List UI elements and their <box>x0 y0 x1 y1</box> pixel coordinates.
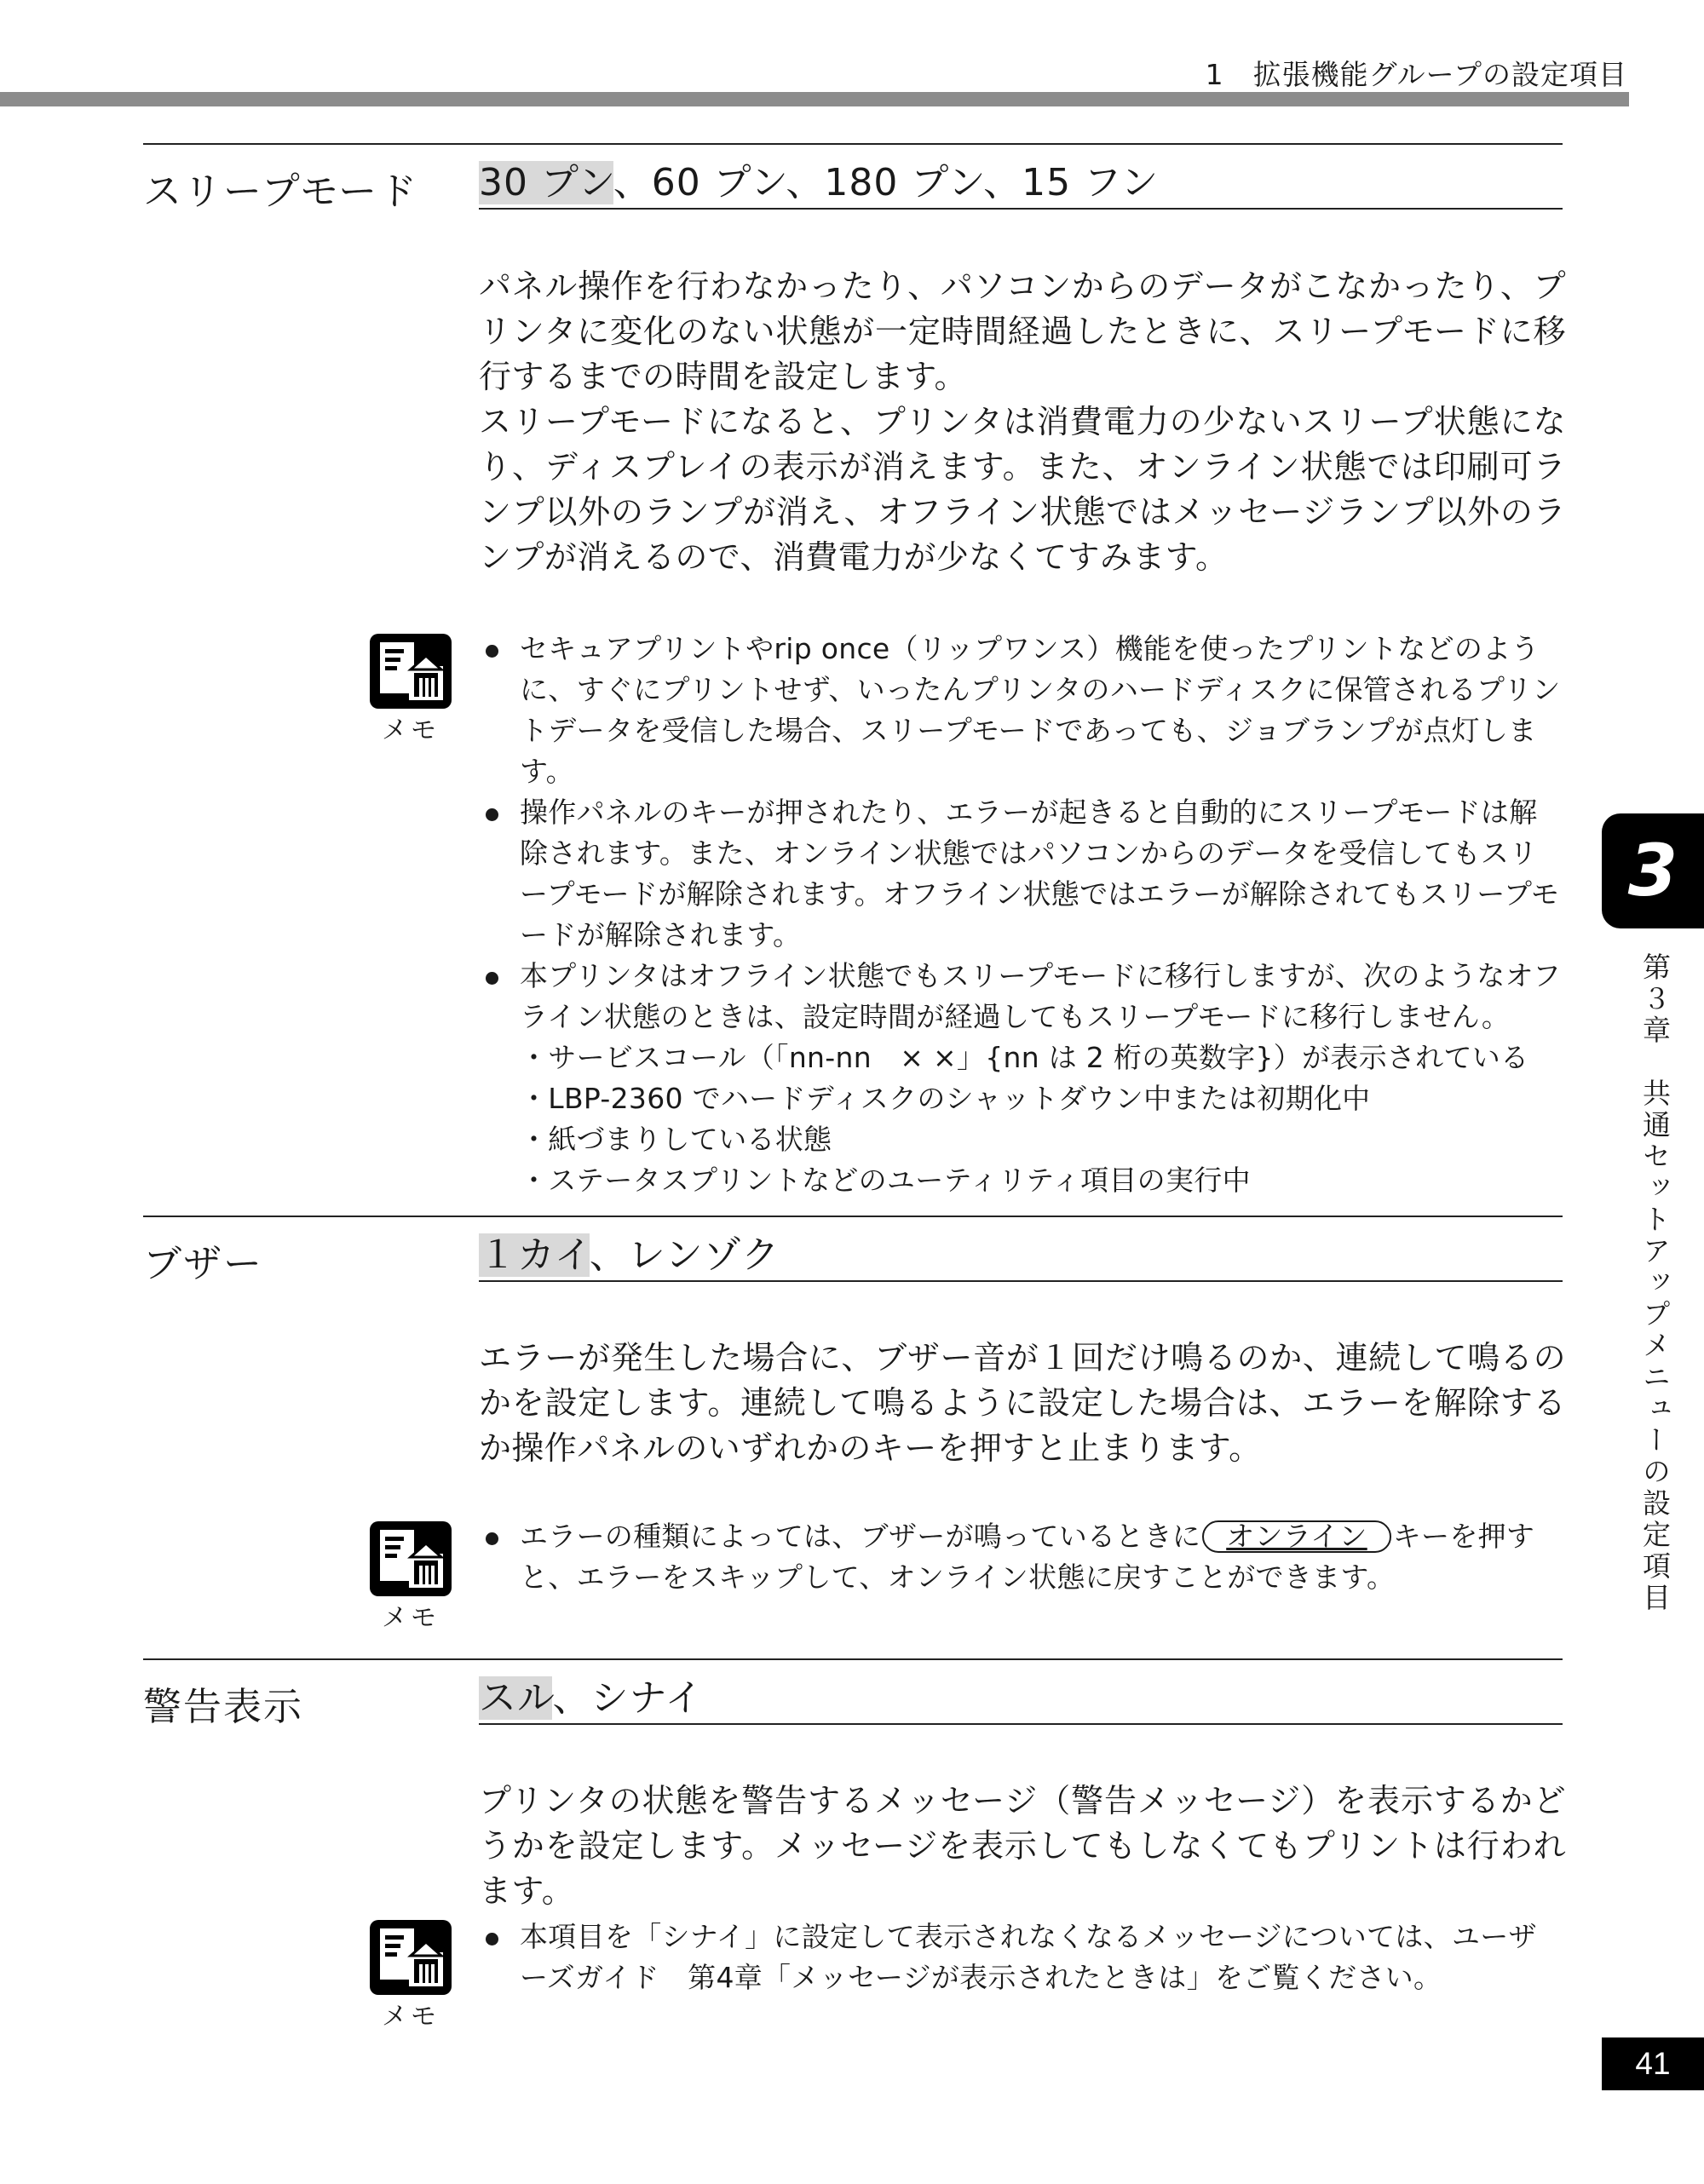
section-description <box>479 1336 1566 1471</box>
options-underline <box>479 1280 1563 1282</box>
memo-icon <box>368 1918 453 2032</box>
note-item <box>479 956 1563 1201</box>
note-text: 操作パネルのキーが押されたり、エラーが起きると自動的にスリープモードは解除されます。また、オンライン状態ではパソコンからのデータを受信してもスリープモードが解除されます。オフライン状態ではエラーが解除されてもスリープモードが解除されます。 <box>520 796 1560 951</box>
memo-icon <box>368 632 453 746</box>
chapter-side-title: 第３章 共通セットアップメニューの設定項目 <box>1638 952 1672 1614</box>
note-subitem: ・紙づまりしている状態 <box>520 1123 832 1156</box>
running-head: 1 拡張機能グループの設定項目 <box>1205 58 1627 91</box>
options-underline <box>479 1723 1563 1725</box>
memo-pencil-icon <box>368 1520 453 1598</box>
section-divider <box>143 143 1563 145</box>
setting-options <box>479 1229 1563 1282</box>
bullet <box>486 1933 498 1945</box>
memo-pencil-icon <box>368 632 453 710</box>
note-subitem: ・ステータスプリントなどのユーティリティ項目の実行中 <box>520 1164 1251 1197</box>
note-text: エラーの種類によっては、ブザーが鳴っているときに <box>520 1520 1201 1553</box>
note-item <box>479 1917 1563 1998</box>
bullet <box>486 972 498 985</box>
note-text: セキュアプリントやrip once（リップワンス）機能を使ったプリントなどのように、すぐにプリントせず、いったんプリンタのハードディスクに保管されるプリントデータを受信した場合、スリープモードであっても、ジョブランプが点灯します。 <box>520 632 1561 788</box>
note-text: 本項目を「シナイ」に設定して表示されなくなるメッセージについては、ユーザーズガイド 第4章「メッセージが表示されたときは」をご覧ください。 <box>520 1920 1537 1994</box>
memo-notes <box>479 629 1563 1201</box>
section-label: スリープモード <box>143 169 419 214</box>
memo-icon <box>368 1520 453 1634</box>
note-text: 本プリンタはオフライン状態でもスリープモードに移行しますが、次のようなオフライン状態のときは、設定時間が経過してもスリープモードに移行しません。 <box>520 959 1562 1033</box>
memo-notes <box>479 1516 1563 1598</box>
header-bar <box>0 92 1629 106</box>
page-number: 41 <box>1602 2037 1704 2090</box>
bullet <box>486 645 498 658</box>
default-option: スル <box>479 1676 553 1720</box>
options-underline <box>479 208 1563 210</box>
bullet <box>486 808 498 821</box>
online-key: オンライン <box>1202 1520 1391 1553</box>
note-item <box>479 1516 1563 1598</box>
chapter-tab: 3 <box>1602 813 1704 928</box>
setting-options <box>479 157 1563 210</box>
section-label: ブザー <box>143 1241 264 1286</box>
default-option: 30 プン <box>479 161 613 204</box>
note-item <box>479 629 1563 792</box>
other-options: 、シナイ <box>552 1676 704 1720</box>
section-divider <box>143 1216 1563 1217</box>
memo-notes <box>479 1917 1563 1998</box>
memo-label: メモ <box>382 1603 440 1633</box>
section-sleep-mode <box>143 143 1563 245</box>
memo-label: メモ <box>382 2002 440 2032</box>
section-buzzer <box>143 1216 1563 1318</box>
section-warning-display <box>143 1658 1563 1761</box>
bullet <box>486 1532 498 1545</box>
note-subitem: ・LBP-2360 でハードディスクのシャットダウン中または初期化中 <box>520 1082 1371 1115</box>
note-item <box>479 792 1563 956</box>
memo-pencil-icon <box>368 1918 453 1997</box>
other-options: 、60 プン、180 プン、15 フン <box>613 161 1160 204</box>
default-option: １カイ <box>479 1233 590 1277</box>
setting-options <box>479 1672 1563 1725</box>
section-description <box>479 264 1566 580</box>
description-paragraph: パネル操作を行わなかったり、パソコンからのデータがこなかったり、プリンタに変化のない状態が一定時間経過したときに、スリープモードに移行するまでの時間を設定します。 <box>479 267 1566 395</box>
description-paragraph: スリープモードになると、プリンタは消費電力の少ないスリープ状態になり、ディスプレイの表示が消えます。また、オンライン状態では印刷可ランプ以外のランプが消え、オフライン状態ではメッセージランプ以外のランプが消えるので、消費電力が少なくてすみます。 <box>479 403 1566 576</box>
section-label: 警告表示 <box>143 1684 304 1729</box>
description-paragraph: エラーが発生した場合に、ブザー音が１回だけ鳴るのか、連続して鳴るのかを設定します。連続して鳴るように設定した場合は、エラーを解除するか操作パネルのいずれかのキーを押すと止まります。 <box>479 1339 1566 1467</box>
description-paragraph: プリンタの状態を警告するメッセージ（警告メッセージ）を表示するかどうかを設定します。メッセージを表示してもしなくてもプリントは行われます。 <box>479 1782 1566 1910</box>
section-divider <box>143 1658 1563 1660</box>
other-options: 、レンゾク <box>589 1233 780 1277</box>
memo-label: メモ <box>382 716 440 745</box>
note-subitem: ・サービスコール（「nn-nn × ×」{nn は 2 桁の英数字}）が表示されている <box>520 1041 1529 1074</box>
note-text: キーを押すと、エラーをスキップして、オンライン状態に戻すことができます。 <box>520 1520 1535 1594</box>
section-description <box>479 1779 1566 1914</box>
